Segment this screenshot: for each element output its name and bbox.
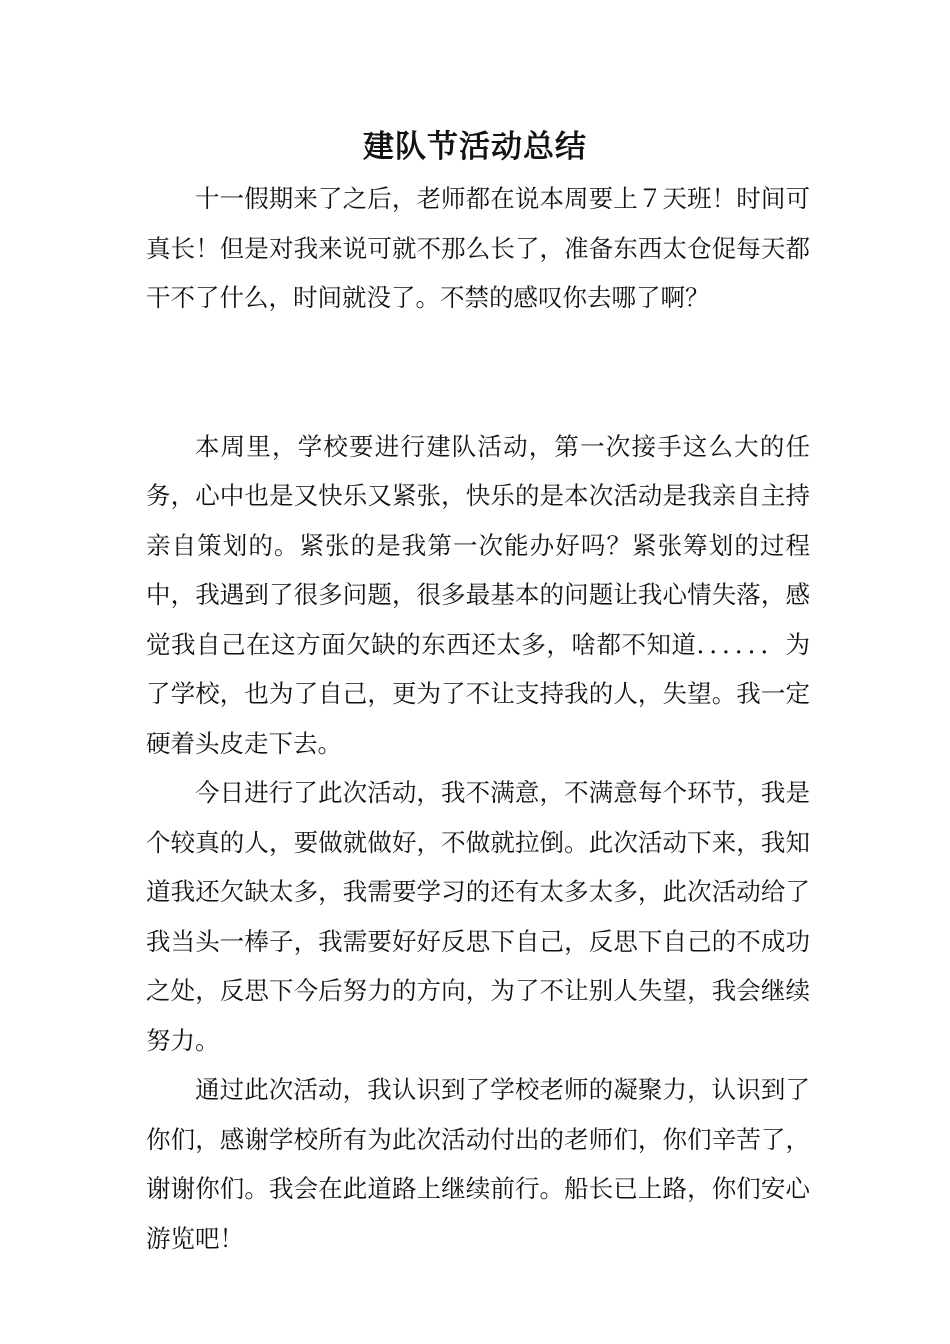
document-title: 建队节活动总结 [363,129,587,165]
paragraph-2: 本周里，学校要进行建队活动，第一次接手这么大的任务，心中也是又快乐又紧张，快乐的是本次活动是我亲自主持亲自策划的。紧张的是我第一次能办好吗？紧张筹划的过程中，我遇到了很多问题，很多最基本的问题让我心情失落，感觉我自己在这方面欠缺的东西还太多，啥都不知道．．．．．．为了学校，也为了自己，更为了不让支持我的人，失望。我一定硬着头皮走下去。 [146,431,810,758]
paragraph-1: 十一假期来了之后，老师都在说本周要上７天班！时间可真长！但是对我来说可就不那么长了，准备东西太仓促每天都干不了什么，时间就没了。不禁的感叹你去哪了啊？ [146,184,810,312]
paragraph-4: 通过此次活动，我认识到了学校老师的凝聚力，认识到了你们，感谢学校所有为此次活动付出的老师们，你们辛苦了，谢谢你们。我会在此道路上继续前行。船长已上路，你们安心游览吧！ [146,1075,810,1253]
paragraph-spacer [146,323,810,422]
document-body [146,174,810,1263]
paragraph-3: 今日进行了此次活动，我不满意，不满意每个环节，我是个较真的人，要做就做好，不做就拉倒。此次活动下来，我知道我还欠缺太多，我需要学习的还有太多太多，此次活动给了我当头一棒子，我需要好好反思下自己，反思下自己的不成功之处，反思下今后努力的方向，为了不让别人失望，我会继续努力。 [146,778,810,1055]
